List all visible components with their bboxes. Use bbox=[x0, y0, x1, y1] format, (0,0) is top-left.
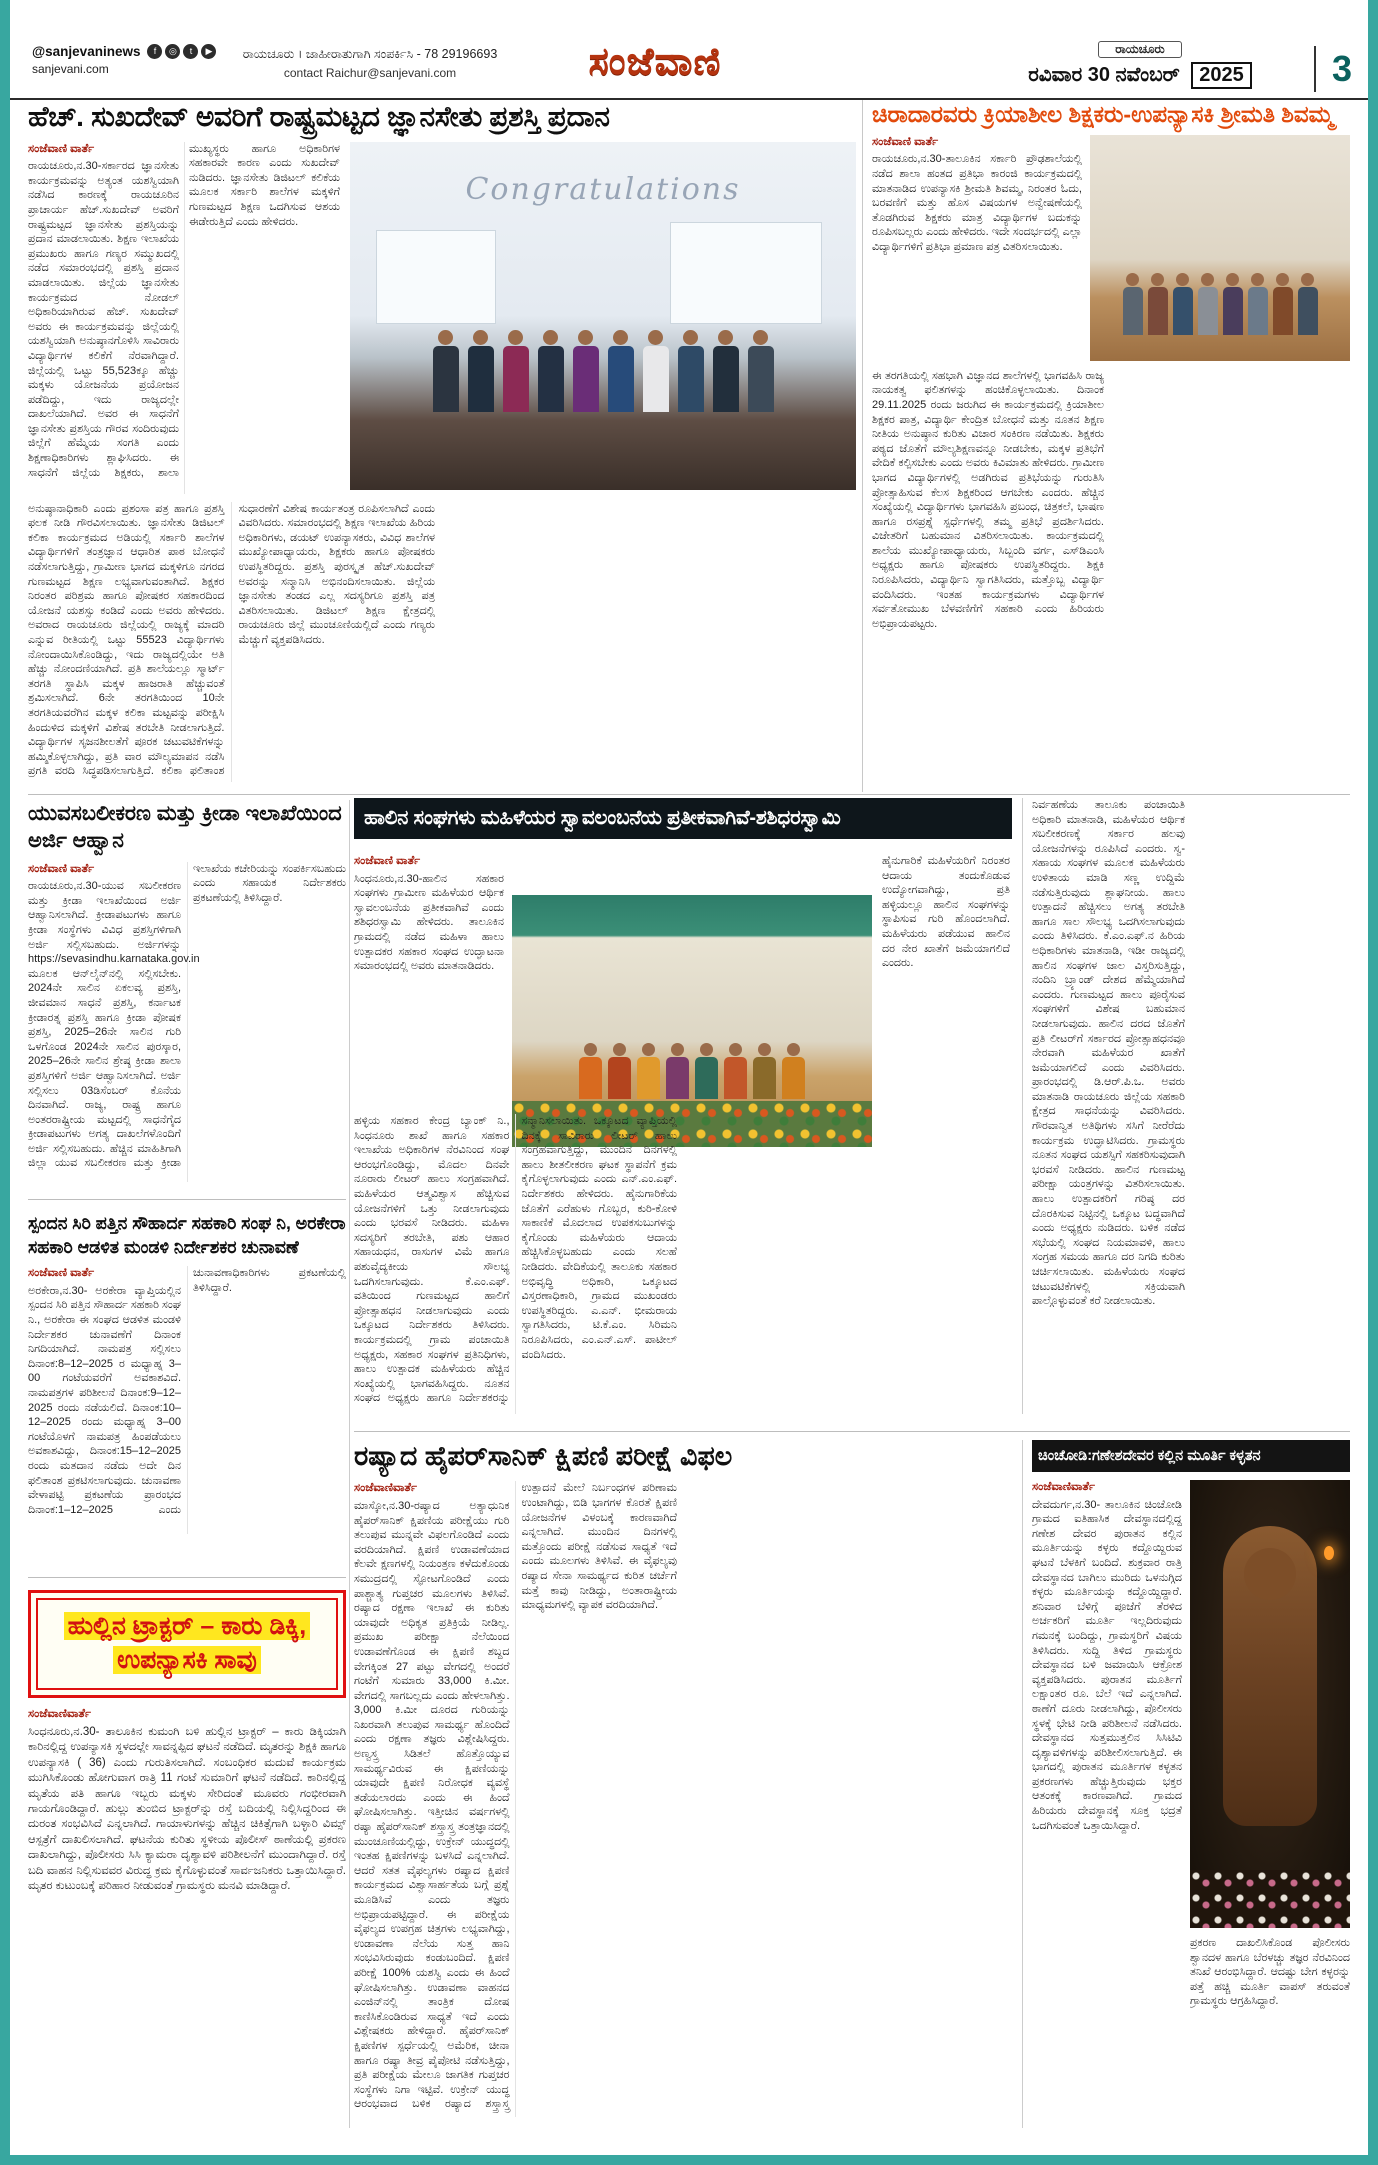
photo-people-row bbox=[350, 330, 856, 412]
newspaper-title: ಸಂಜೆವಾಣಿ bbox=[588, 41, 722, 83]
instagram-icon: ◎ bbox=[165, 44, 180, 59]
person-figure bbox=[1273, 273, 1293, 335]
person-figure bbox=[1248, 273, 1268, 335]
advert-contact-line: ರಾಯಚೂರು । ಜಾಹೀರಾತುಗಾಗಿ ಸಂಪರ್ಕಿಸಿ - 78 29196693 bbox=[242, 47, 498, 61]
contact-block bbox=[190, 47, 550, 80]
photo-people-row bbox=[1090, 273, 1350, 335]
contact-email: contact Raichur@sanjevani.com bbox=[283, 66, 457, 80]
page-number: 3 bbox=[1314, 46, 1352, 92]
headline-missile: ರಷ್ಯಾದ ಹೈಪರ್‌ಸಾನಿಕ್ ಕ್ಷಿಪಣಿ ಪರೀಕ್ಷೆ ವಿಫಲ bbox=[354, 1441, 733, 1471]
byline: ಸಂಜೆವಾಣಿವಾರ್ತೆ bbox=[1032, 1481, 1095, 1493]
article-teacher-intro bbox=[872, 135, 1082, 361]
website-text: sanjevani.com bbox=[32, 62, 109, 76]
person-figure bbox=[538, 330, 564, 412]
person-figure bbox=[608, 330, 634, 412]
page-frame-left bbox=[0, 0, 10, 2165]
headline-milk: ಹಾಲಿನ ಸಂಘಗಳು ಮಹಿಳೆಯರ ಸ್ವಾವಲಂಬನೆಯ ಪ್ರತೀಕವಾಗಿವೆ-ಶಶಿಧರಸ್ವಾಮಿ bbox=[354, 798, 1012, 839]
article-milk-lead-text: ಸಿಂಧನೂರು,ನ.30-ಹಾಲಿನ ಸಹಕಾರ ಸಂಘಗಳು ಗ್ರಾಮೀಣ ಮಹಿಳೆಯರ ಆರ್ಥಿಕ ಸ್ವಾವಲಂಬನೆಯ ಪ್ರತೀಕವಾಗಿವೆ ಎಂದು ಶಶಿಧರಸ್ವಾಮಿ ಹೇಳಿದರು. ತಾಲೂಕಿನ ಗ್ರಾಮದಲ್ಲಿ ನಡೆದ ಮಹಿಳಾ ಹಾಲು ಉತ್ಪಾದಕರ ಸಹಕಾರ ಸಂಘದ ಉದ್ಘಾಟನಾ ಸಮಾರಂಭದಲ್ಲಿ ಅವರು ಮಾತನಾಡಿದರು. bbox=[354, 872, 504, 973]
article-milk-societies bbox=[354, 798, 1350, 1432]
person-figure bbox=[1223, 273, 1243, 335]
person-figure bbox=[637, 1043, 660, 1099]
article-milk-side: ಹೈನುಗಾರಿಕೆ ಮಹಿಳೆಯರಿಗೆ ನಿರಂತರ ಆದಾಯ ತಂದುಕೊಡುವ ಉದ್ಯೋಗವಾಗಿದ್ದು, ಪ್ರತಿ ಹಳ್ಳಿಯಲ್ಲೂ ಹಾಲಿನ ಸಂಘಗಳನ್ನು ಸ್ಥಾಪಿಸುವ ಗುರಿ ಹೊಂದಲಾಗಿದೆ. ಮಹಿಳೆಯರು ಪಡೆಯುವ ಹಾಲಿನ ದರ ನೇರ ಖಾತೆಗೆ ಜಮೆಯಾಗಲಿದೆ ಎಂದರು. bbox=[882, 855, 1010, 970]
person-figure bbox=[713, 330, 739, 412]
article-idol-tail: ಪ್ರಕರಣ ದಾಖಲಿಸಿಕೊಂಡ ಪೊಲೀಸರು ಶ್ವಾನದಳ ಹಾಗೂ ಬೆರಳಚ್ಚು ತಜ್ಞರ ನೆರವಿನಿಂದ ತನಿಖೆ ಆರಂಭಿಸಿದ್ದಾರೆ. ಆದಷ್ಟು ಬೇಗ ಕಳ್ಳರನ್ನು ಪತ್ತೆ ಹಚ್ಚಿ ಮೂರ್ತಿ ವಾಪಸ್ ತರುವಂತೆ ಗ್ರಾಮಸ್ಥರು ಆಗ್ರಹಿಸಿದ್ದಾರೆ. bbox=[1190, 1937, 1350, 2008]
person-figure bbox=[608, 1043, 631, 1099]
article-award-intro bbox=[28, 142, 340, 494]
page-frame-right bbox=[1368, 0, 1378, 2165]
facebook-icon: f bbox=[147, 44, 162, 59]
person-figure bbox=[678, 330, 704, 412]
award-ceremony-photo bbox=[350, 142, 856, 490]
youtube-icon: ▶ bbox=[201, 44, 216, 59]
column-divider bbox=[349, 800, 350, 2128]
article-award bbox=[28, 100, 863, 792]
article-sports-applications bbox=[28, 800, 346, 1200]
person-figure bbox=[695, 1043, 718, 1099]
person-figure bbox=[666, 1043, 689, 1099]
masthead-header bbox=[10, 40, 1368, 100]
congratulations-banner: Congratulations bbox=[465, 171, 741, 207]
article-accident-body bbox=[28, 1707, 346, 2097]
person-figure bbox=[1298, 273, 1318, 335]
stolen-idol-photo bbox=[1190, 1480, 1350, 1928]
social-handle: @sanjevaninews bbox=[32, 44, 141, 59]
article-idol-lead-text: ದೇವದುರ್ಗ,ನ.30- ತಾಲೂಕಿನ ಚಿಂಚೋಡಿ ಗ್ರಾಮದ ಐತಿಹಾಸಿಕ ದೇವಸ್ಥಾನದಲ್ಲಿದ್ದ ಗಣೇಶ ದೇವರ ಪುರಾತನ ಕಲ್ಲಿನ ಮೂರ್ತಿಯನ್ನು ಕಳ್ಳರು ಕದ್ದೊಯ್ದಿರುವ ಘಟನೆ ಬೆಳಕಿಗೆ ಬಂದಿದೆ. ಶುಕ್ರವಾರ ರಾತ್ರಿ ದೇವಸ್ಥಾನದ ಬಾಗಿಲು ಮುರಿದು ಒಳನುಗ್ಗಿದ ಕಳ್ಳರು ಮೂರ್ತಿಯನ್ನು ಕದ್ದೊಯ್ದಿದ್ದಾರೆ. ಶನಿವಾರ ಬೆಳಿಗ್ಗೆ ಪೂಜೆಗೆ ತೆರಳಿದ ಅರ್ಚಕರಿಗೆ ಮೂರ್ತಿ ಇಲ್ಲದಿರುವುದು ಗಮನಕ್ಕೆ ಬಂದಿದ್ದು, ಗ್ರಾಮಸ್ಥರಿಗೆ ವಿಷಯ ತಿಳಿಸಿದರು. ಸುದ್ದಿ ತಿಳಿದ ಗ್ರಾಮಸ್ಥರು ದೇವಸ್ಥಾನದ ಬಳಿ ಜಮಾಯಿಸಿ ಆಕ್ರೋಶ ವ್ಯಕ್ತಪಡಿಸಿದರು. ಪುರಾತನ ಮೂರ್ತಿಗೆ ಲಕ್ಷಾಂತರ ರೂ. ಬೆಲೆ ಇದೆ ಎನ್ನಲಾಗಿದೆ. ಠಾಣೆಗೆ ದೂರು ನೀಡಲಾಗಿದ್ದು, ಪೊಲೀಸರು ಸ್ಥಳಕ್ಕೆ ಭೇಟಿ ನೀಡಿ ಪರಿಶೀಲನೆ ನಡೆಸಿದರು. ದೇವಸ್ಥಾನದ ಸುತ್ತಮುತ್ತಲಿನ ಸಿಸಿಟಿವಿ ದೃಶ್ಯಾವಳಿಗಳನ್ನು ಪರಿಶೀಲಿಸಲಾಗುತ್ತಿದೆ. ಈ ಭಾಗದಲ್ಲಿ ಪುರಾತನ ಮೂರ್ತಿಗಳ ಕಳ್ಳತನ ಪ್ರಕರಣಗಳು ಹೆಚ್ಚುತ್ತಿರುವುದು ಭಕ್ತರ ಆತಂಕಕ್ಕೆ ಕಾರಣವಾಗಿದೆ. ಗ್ರಾಮದ ಹಿರಿಯರು ದೇವಸ್ಥಾನಕ್ಕೆ ಸೂಕ್ತ ಭದ್ರತೆ ಒದಗಿಸುವಂತೆ ಒತ್ತಾಯಿಸಿದ್ದಾರೆ. bbox=[1032, 1498, 1182, 1832]
person-figure bbox=[503, 330, 529, 412]
article-milk-lead bbox=[354, 854, 504, 1106]
ganesh-idol-shape bbox=[1223, 1526, 1317, 1826]
accident-headline-box-inner bbox=[36, 1598, 338, 1690]
stage-screen-left bbox=[376, 230, 496, 324]
social-block bbox=[32, 44, 216, 76]
byline: ಸಂಜೆವಾಣಿ ವಾರ್ತೆ bbox=[28, 1267, 95, 1280]
article-accident bbox=[28, 1590, 346, 2128]
person-figure bbox=[748, 330, 774, 412]
byline: ಸಂಜೆವಾಣಿ ವಾರ್ತೆ bbox=[28, 862, 95, 875]
article-missile-text: ಮಾಸ್ಕೋ,ನ.30-ರಷ್ಯಾದ ಅತ್ಯಾಧುನಿಕ ಹೈಪರ್‌ಸಾನಿಕ್ ಕ್ಷಿಪಣಿಯ ಪರೀಕ್ಷೆಯು ಗುರಿ ತಲುಪುವ ಮುನ್ನವೇ ವಿಫಲಗೊಂಡಿದೆ ಎಂದು ವರದಿಯಾಗಿದೆ. ಕ್ಷಿಪಣಿ ಉಡಾವಣೆಯಾದ ಕೆಲವೇ ಕ್ಷಣಗಳಲ್ಲಿ ನಿಯಂತ್ರಣ ಕಳೆದುಕೊಂಡು ಸಮುದ್ರದಲ್ಲಿ ಸ್ಫೋಟಗೊಂಡಿದೆ ಎಂದು ಪಾಶ್ಚಾತ್ಯ ಗುಪ್ತಚರ ಮೂಲಗಳು ತಿಳಿಸಿವೆ. ರಷ್ಯಾದ ರಕ್ಷಣಾ ಇಲಾಖೆ ಈ ಕುರಿತು ಯಾವುದೇ ಅಧಿಕೃತ ಪ್ರತಿಕ್ರಿಯೆ ನೀಡಿಲ್ಲ. ಪ್ರಮುಖ ಪರೀಕ್ಷಾ ನೆಲೆಯಿಂದ ಉಡಾವಣೆಗೊಂಡ ಈ ಕ್ಷಿಪಣಿ ಶಬ್ದದ ವೇಗಕ್ಕಿಂತ 27 ಪಟ್ಟು ವೇಗದಲ್ಲಿ ಅಂದರೆ ಗಂಟೆಗೆ ಸುಮಾರು 33,000 ಕಿ.ಮೀ. ವೇಗದಲ್ಲಿ ಸಾಗಬಲ್ಲದು ಎಂದು ಹೇಳಲಾಗಿತ್ತು. 3,000 ಕಿ.ಮೀ ದೂರದ ಗುರಿಯನ್ನು ನಿಖರವಾಗಿ ತಲುಪುವ ಸಾಮರ್ಥ್ಯ ಹೊಂದಿದೆ ಎಂದು ರಕ್ಷಣಾ ತಜ್ಞರು ವಿಶ್ಲೇಷಿಸಿದ್ದರು. ಅಣ್ವಸ್ತ್ರ ಸಿಡಿತಲೆ ಹೊತ್ತೊಯ್ಯುವ ಸಾಮರ್ಥ್ಯವಿರುವ ಈ ಕ್ಷಿಪಣಿಯನ್ನು ಯಾವುದೇ ಕ್ಷಿಪಣಿ ನಿರೋಧಕ ವ್ಯವಸ್ಥೆ ತಡೆಯಲಾರದು ಎಂದು ಈ ಹಿಂದೆ ಘೋಷಿಸಲಾಗಿತ್ತು. ಇತ್ತೀಚಿನ ವರ್ಷಗಳಲ್ಲಿ ರಷ್ಯಾ ಹೈಪರ್‌ಸಾನಿಕ್ ಶಸ್ತ್ರಾಸ್ತ್ರ ತಂತ್ರಜ್ಞಾನದಲ್ಲಿ ಮುಂಚೂಣಿಯಲ್ಲಿದ್ದು, ಉಕ್ರೇನ್ ಯುದ್ಧದಲ್ಲಿ ಇಂತಹ ಕ್ಷಿಪಣಿಗಳನ್ನು ಬಳಸಿದೆ ಎನ್ನಲಾಗಿದೆ. ಆದರೆ ಸತತ ವೈಫಲ್ಯಗಳು ರಷ್ಯಾದ ಕ್ಷಿಪಣಿ ಕಾರ್ಯಕ್ರಮದ ವಿಶ್ವಾಸಾರ್ಹತೆಯ ಬಗ್ಗೆ ಪ್ರಶ್ನೆ ಮೂಡಿಸಿವೆ ಎಂದು ತಜ್ಞರು ಅಭಿಪ್ರಾಯಪಟ್ಟಿದ್ದಾರೆ. ಈ ಪರೀಕ್ಷೆಯ ವೈಫಲ್ಯದ ಉಪಗ್ರಹ ಚಿತ್ರಗಳು ಲಭ್ಯವಾಗಿದ್ದು, ಉಡಾವಣಾ ನೆಲೆಯ ಸುತ್ತ ಹಾನಿ ಸಂಭವಿಸಿರುವುದು ಕಂಡುಬಂದಿದೆ. ಕ್ಷಿಪಣಿ ಪರೀಕ್ಷೆ 100% ಯಶಸ್ವಿ ಎಂದು ಈ ಹಿಂದೆ ಘೋಷಿಸಲಾಗಿತ್ತು. ಉಡಾವಣಾ ವಾಹನದ ಎಂಜಿನ್‌ನಲ್ಲಿ ತಾಂತ್ರಿಕ ದೋಷ ಕಾಣಿಸಿಕೊಂಡಿರುವ ಸಾಧ್ಯತೆ ಇದೆ ಎಂದು ವಿಶ್ಲೇಷಕರು ಹೇಳಿದ್ದಾರೆ. ಹೈಪರ್‌ಸಾನಿಕ್ ಕ್ಷಿಪಣಿಗಳ ಸ್ಪರ್ಧೆಯಲ್ಲಿ ಅಮೆರಿಕ, ಚೀನಾ ಹಾಗೂ ರಷ್ಯಾ ತೀವ್ರ ಪೈಪೋಟಿ ನಡೆಸುತ್ತಿದ್ದು, ಪ್ರತಿ ಪರೀಕ್ಷೆಯ ಮೇಲೂ ಜಾಗತಿಕ ಗುಪ್ತಚರ ಸಂಸ್ಥೆಗಳು ನಿಗಾ ಇಟ್ಟಿವೆ. ಉಕ್ರೇನ್ ಯುದ್ಧ ಆರಂಭವಾದ ಬಳಿಕ ರಷ್ಯಾದ ಶಸ್ತ್ರಾಸ್ತ್ರ ಉತ್ಪಾದನೆ ಮೇಲೆ ನಿರ್ಬಂಧಗಳ ಪರಿಣಾಮ ಉಂಟಾಗಿದ್ದು, ಬಿಡಿ ಭಾಗಗಳ ಕೊರತೆ ಕ್ಷಿಪಣಿ ಯೋಜನೆಗಳ ವಿಳಂಬಕ್ಕೆ ಕಾರಣವಾಗಿದೆ ಎನ್ನಲಾಗಿದೆ. ಮುಂದಿನ ದಿನಗಳಲ್ಲಿ ಮತ್ತೊಂದು ಪರೀಕ್ಷೆ ನಡೆಸುವ ಸಾಧ್ಯತೆ ಇದೆ ಎಂದು ಮೂಲಗಳು ತಿಳಿಸಿವೆ. ಈ ವೈಫಲ್ಯವು ರಷ್ಯಾದ ಸೇನಾ ಸಾಮರ್ಥ್ಯದ ಕುರಿತ ಚರ್ಚೆಗೆ ಮತ್ತೆ ಕಾವು ನೀಡಿದ್ದು, ಅಂತಾರಾಷ್ಟ್ರೀಯ ಮಾಧ್ಯಮಗಳಲ್ಲಿ ವ್ಯಾಪಕ ವರದಿಯಾಗಿದೆ. bbox=[354, 1482, 677, 2111]
article-sports-text: ರಾಯಚೂರು,ನ.30-ಯುವ ಸಬಲೀಕರಣ ಮತ್ತು ಕ್ರೀಡಾ ಇಲಾಖೆಯಿಂದ ಅರ್ಜಿ ಆಹ್ವಾನಿಸಲಾಗಿದೆ. ಕ್ರೀಡಾಪಟುಗಳು ಹಾಗೂ ಕ್ರೀಡಾ ಸಂಸ್ಥೆಗಳು ವಿವಿಧ ಪ್ರಶಸ್ತಿಗಳಿಗಾಗಿ ಅರ್ಜಿ ಸಲ್ಲಿಸಬಹುದು. ಅರ್ಜಿಗಳನ್ನು https://sevasindhu.karnataka.gov.in ಮೂಲಕ ಆನ್‌ಲೈನ್‌ನಲ್ಲಿ ಸಲ್ಲಿಸಬೇಕು. 2024ನೇ ಸಾಲಿನ ಏಕಲವ್ಯ ಪ್ರಶಸ್ತಿ, ಜೀವಮಾನ ಸಾಧನೆ ಪ್ರಶಸ್ತಿ, ಕರ್ನಾಟಕ ಕ್ರೀಡಾರತ್ನ ಪ್ರಶಸ್ತಿ ಹಾಗೂ ಕ್ರೀಡಾ ಪೋಷಕ ಪ್ರಶಸ್ತಿ, 2025–26ನೇ ಸಾಲಿನ ಗುರಿ ಒಳಗೊಂಡ 2024ನೇ ಸಾಲಿನ ಪುರಸ್ಕಾರ, 2025–26ನೇ ಸಾಲಿನ ಶ್ರೇಷ್ಠ ಕ್ರೀಡಾ ಶಾಲಾ ಪ್ರಶಸ್ತಿಗಳಿಗೆ ಅರ್ಜಿ ಆಹ್ವಾನಿಸಲಾಗಿದೆ. ಅರ್ಜಿ ಸಲ್ಲಿಸಲು 03ಡಿಸೆಂಬರ್ ಕೊನೆಯ ದಿನವಾಗಿದೆ. ರಾಜ್ಯ, ರಾಷ್ಟ್ರ ಹಾಗೂ ಅಂತರರಾಷ್ಟ್ರೀಯ ಮಟ್ಟದಲ್ಲಿ ಸಾಧನೆಗೈದ ಕ್ರೀಡಾಪಟುಗಳು ಅಗತ್ಯ ದಾಖಲೆಗಳೊಂದಿಗೆ ಅರ್ಜಿ ಸಲ್ಲಿಸಬಹುದು. ಹೆಚ್ಚಿನ ಮಾಹಿತಿಗಾಗಿ ಜಿಲ್ಲಾ ಯುವ ಸಬಲೀಕರಣ ಮತ್ತು ಕ್ರೀಡಾ ಇಲಾಖೆಯ ಕಚೇರಿಯನ್ನು ಸಂಪರ್ಕಿಸಬಹುದು ಎಂದು ಸಹಾಯಕ ನಿರ್ದೇಶಕರು ಪ್ರಕಟಣೆಯಲ್ಲಿ ತಿಳಿಸಿದ್ದಾರೆ. bbox=[28, 862, 346, 1170]
article-missile bbox=[354, 1440, 1012, 2128]
article-award-continued: ಅನುಷ್ಠಾನಾಧಿಕಾರಿ ಎಂದು ಪ್ರಶಂಸಾ ಪತ್ರ ಹಾಗೂ ಪ್ರಶಸ್ತಿ ಫಲಕ ನೀಡಿ ಗೌರವಿಸಲಾಯಿತು. ಜ್ಞಾನಸೇತು ಡಿಜಿಟಲ್ ಕಲಿಕಾ ಕಾರ್ಯಕ್ರಮದ ಅಡಿಯಲ್ಲಿ ಸರ್ಕಾರಿ ಶಾಲೆಗಳ ವಿದ್ಯಾರ್ಥಿಗಳಿಗೆ ತಂತ್ರಜ್ಞಾನ ಆಧಾರಿತ ಪಾಠ ಬೋಧನೆ ನಡೆಸಲಾಗುತ್ತಿದ್ದು, ಗ್ರಾಮೀಣ ಭಾಗದ ಮಕ್ಕಳಿಗೂ ನಗರದ ಗುಣಮಟ್ಟದ ಶಿಕ್ಷಣ ಲಭ್ಯವಾಗುವಂತಾಗಿದೆ. ಶಿಕ್ಷಕರ ನಿರಂತರ ಪರಿಶ್ರಮ ಹಾಗೂ ಪೋಷಕರ ಸಹಕಾರದಿಂದ ಯೋಜನೆ ಯಶಸ್ಸು ಕಂಡಿದೆ ಎಂದು ಅವರು ಹೇಳಿದರು. ಅವರಾದ ರಾಯಚೂರು ಜಿಲ್ಲೆಯಲ್ಲಿ ರಾಜ್ಯಕ್ಕೆ ಮಾದರಿ ಎನ್ನುವ ರೀತಿಯಲ್ಲಿ ಒಟ್ಟು 55523 ವಿದ್ಯಾರ್ಥಿಗಳು ನೋಂದಾಯಿಸಿಕೊಂಡಿದ್ದು, ಇದು ರಾಜ್ಯದಲ್ಲಿಯೇ ಅತಿ ಹೆಚ್ಚು ನೋಂದಣಿಯಾಗಿದೆ. ಪ್ರತಿ ಶಾಲೆಯಲ್ಲೂ ಸ್ಮಾರ್ಟ್ ತರಗತಿ ಸ್ಥಾಪಿಸಿ ಮಕ್ಕಳ ಹಾಜರಾತಿ ಹೆಚ್ಚುವಂತೆ ಶ್ರಮಿಸಲಾಗಿದೆ. 6ನೇ ತರಗತಿಯಿಂದ 10ನೇ ತರಗತಿಯವರೆಗಿನ ಮಕ್ಕಳ ಕಲಿಕಾ ಮಟ್ಟವನ್ನು ಪರೀಕ್ಷಿಸಿ ಹಿಂದುಳಿದ ಮಕ್ಕಳಿಗೆ ವಿಶೇಷ ತರಬೇತಿ ನೀಡಲಾಗುತ್ತಿದೆ. ವಿದ್ಯಾರ್ಥಿಗಳ ಸೃಜನಶೀಲತೆಗೆ ಪೂರಕ ಚಟುವಟಿಕೆಗಳನ್ನು ಹಮ್ಮಿಕೊಳ್ಳಲಾಗಿದ್ದು, ಪ್ರತಿ ವಾರ ಮೌಲ್ಯಮಾಪನ ನಡೆಸಿ ಪ್ರಗತಿ ವರದಿ ಸಿದ್ಧಪಡಿಸಲಾಗುತ್ತಿದೆ. ಕಲಿಕಾ ಫಲಿತಾಂಶ ಸುಧಾರಣೆಗೆ ವಿಶೇಷ ಕಾರ್ಯತಂತ್ರ ರೂಪಿಸಲಾಗಿದೆ ಎಂದು ವಿವರಿಸಿದರು. ಸಮಾರಂಭದಲ್ಲಿ ಶಿಕ್ಷಣ ಇಲಾಖೆಯ ಹಿರಿಯ ಅಧಿಕಾರಿಗಳು, ಡಯಟ್ ಉಪನ್ಯಾಸಕರು, ವಿವಿಧ ಶಾಲೆಗಳ ಮುಖ್ಯೋಪಾಧ್ಯಾಯರು, ಶಿಕ್ಷಕರು ಹಾಗೂ ಪೋಷಕರು ಉಪಸ್ಥಿತರಿದ್ದರು. ಪ್ರಶಸ್ತಿ ಪುರಸ್ಕೃತ ಹೆಚ್.ಸುಖದೇವ್ ಅವರನ್ನು ಸನ್ಮಾನಿಸಿ ಅಭಿನಂದಿಸಲಾಯಿತು. ಜಿಲ್ಲೆಯ ಜ್ಞಾನಸೇತು ತಂಡದ ಎಲ್ಲ ಸದಸ್ಯರಿಗೂ ಪ್ರಶಸ್ತಿ ಪತ್ರ ವಿತರಿಸಲಾಯಿತು. ಡಿಜಿಟಲ್ ಶಿಕ್ಷಣ ಕ್ಷೇತ್ರದಲ್ಲಿ ರಾಯಚೂರು ಜಿಲ್ಲೆ ಮುಂಚೂಣಿಯಲ್ಲಿದೆ ಎಂದು ಗಣ್ಯರು ಮೆಚ್ಚುಗೆ ವ್ಯಕ್ತಪಡಿಸಿದರು. bbox=[28, 502, 435, 778]
article-teacher-intro-text: ರಾಯಚೂರು,ನ.30-ತಾಲೂಕಿನ ಸರ್ಕಾರಿ ಪ್ರೌಢಶಾಲೆಯಲ್ಲಿ ನಡೆದ ಶಾಲಾ ಹಂತದ ಪ್ರತಿಭಾ ಕಾರಂಜಿ ಕಾರ್ಯಕ್ರಮದಲ್ಲಿ ಮಾತನಾಡಿದ ಉಪನ್ಯಾಸಕಿ ಶ್ರೀಮತಿ ಶಿವಮ್ಮ, ನಿರಂತರ ಓದು, ಬರವಣಿಗೆ ಮತ್ತು ಹೊಸ ವಿಷಯಗಳ ಅನ್ವೇಷಣೆಯಲ್ಲಿ ತೊಡಗಿರುವ ಶಿಕ್ಷಕರು ಮಾತ್ರ ವಿದ್ಯಾರ್ಥಿಗಳ ಬದುಕನ್ನು ರೂಪಿಸಬಲ್ಲರು ಎಂದು ಹೇಳಿದರು. ಇದೇ ಸಂದರ್ಭದಲ್ಲಿ ಎಲ್ಲಾ ವಿದ್ಯಾರ್ಥಿಗಳಿಗೆ ಪ್ರತಿಭಾ ಪ್ರಮಾಣ ಪತ್ರ ವಿತರಿಸಲಾಯಿತು. bbox=[872, 153, 1082, 253]
person-figure bbox=[573, 330, 599, 412]
article-election-text: ಅರಕೇರಾ,ನ.30- ಅರಕೇರಾ ವ್ಯಾಪ್ತಿಯಲ್ಲಿನ ಸ್ಪಂದನ ಸಿರಿ ಪತ್ತಿನ ಸೌಹಾರ್ದ ಸಹಕಾರಿ ಸಂಘ ನಿ., ಅರಕೇರಾ ಈ ಸಂಘದ ಆಡಳಿತ ಮಂಡಳಿ ನಿರ್ದೇಶಕರ ಚುನಾವಣೆಗೆ ದಿನಾಂಕ ನಿಗದಿಯಾಗಿದೆ. ನಾಮಪತ್ರ ಸಲ್ಲಿಸಲು ದಿನಾಂಕ:8–12–2025 ರ ಮಧ್ಯಾಹ್ನ 3–00 ಗಂಟೆಯವರೆಗೆ ಅವಕಾಶವಿದೆ. ನಾಮಪತ್ರಗಳ ಪರಿಶೀಲನೆ ದಿನಾಂಕ:9–12–2025 ರಂದು ನಡೆಯಲಿದೆ. ದಿನಾಂಕ:10–12–2025 ರಂದು ಮಧ್ಯಾಹ್ನ 3–00 ಗಂಟೆಯೊಳಗೆ ನಾಮಪತ್ರ ಹಿಂಪಡೆಯಲು ಅವಕಾಶವಿದ್ದು, ದಿನಾಂಕ:15–12–2025 ರಂದು ಮತದಾನ ನಡೆದು ಅದೇ ದಿನ ಫಲಿತಾಂಶ ಪ್ರಕಟಿಸಲಾಗುವುದು. ಚುನಾವಣಾ ವೇಳಾಪಟ್ಟಿ ಪ್ರಕಟಣೆಯ ಪ್ರಾರಂಭದ ದಿನಾಂಕ:1–12–2025 ಎಂದು ಚುನಾವಣಾಧಿಕಾರಿಗಳು ಪ್ರಕಟಣೆಯಲ್ಲಿ ತಿಳಿಸಿದ್ದಾರೆ. bbox=[28, 1267, 346, 1516]
byline: ಸಂಜೆವಾಣಿ ವಾರ್ತೆ bbox=[28, 142, 95, 155]
school-event-photo bbox=[1090, 135, 1350, 361]
flower-offerings bbox=[1190, 1870, 1350, 1928]
twitter-icon: t bbox=[183, 44, 198, 59]
person-figure bbox=[753, 1043, 776, 1099]
date-text: ರವಿವಾರ 30 ನವೆಂಬರ್ bbox=[1028, 64, 1180, 86]
headline-award: ಹೆಚ್. ಸುಖದೇವ್ ಅವರಿಗೆ ರಾಷ್ಟ್ರಮಟ್ಟದ ಜ್ಞಾನಸೇತು ಪ್ರಶಸ್ತಿ ಪ್ರದಾನ bbox=[28, 101, 610, 132]
person-figure bbox=[468, 330, 494, 412]
headline-election: ಸ್ಪಂದನ ಸಿರಿ ಪತ್ತಿನ ಸೌಹಾರ್ದ ಸಹಕಾರಿ ಸಂಘ ನಿ, ಅರಕೇರಾ ಸಹಕಾರಿ ಆಡಳಿತ ಮಂಡಳಿ ನಿರ್ದೇಶಕರ ಚುನಾವಣೆ bbox=[28, 1213, 346, 1257]
milk-society-event-photo bbox=[512, 895, 872, 1147]
idol-head-shape bbox=[1244, 1548, 1296, 1600]
date-line bbox=[990, 62, 1290, 89]
article-sports-body bbox=[28, 862, 346, 1182]
headline-accident: ಹುಲ್ಲಿನ ಟ್ರಾಕ್ಟರ್ – ಕಾರು ಡಿಕ್ಕಿ, ಉಪನ್ಯಾಸಕಿ ಸಾವು bbox=[64, 1612, 310, 1674]
article-milk-continued: ಹಳ್ಳಿಯ ಸಹಕಾರ ಕೇಂದ್ರ ಬ್ಯಾಂಕ್ ನಿ., ಸಿಂಧನೂರು ಶಾಖೆ ಹಾಗೂ ಸಹಕಾರ ಇಲಾಖೆಯ ಅಧಿಕಾರಿಗಳ ನೆರವಿನಿಂದ ಸಂಘ ಆರಂಭಗೊಂಡಿದ್ದು, ಮೊದಲ ದಿನವೇ ನೂರಾರು ಲೀಟರ್ ಹಾಲು ಸಂಗ್ರಹವಾಗಿದೆ. ಮಹಿಳೆಯರ ಆತ್ಮವಿಶ್ವಾಸ ಹೆಚ್ಚಿಸುವ ಯೋಜನೆಗಳಿಗೆ ಒತ್ತು ನೀಡಲಾಗುವುದು ಎಂದು ಭರವಸೆ ನೀಡಿದರು. ಮಹಿಳಾ ಸದಸ್ಯರಿಗೆ ತರಬೇತಿ, ಪಶು ಆಹಾರ ಸಹಾಯಧನ, ರಾಸುಗಳ ವಿಮೆ ಹಾಗೂ ಪಶುವೈದ್ಯಕೀಯ ಸೌಲಭ್ಯ ಒದಗಿಸಲಾಗುವುದು. ಕೆ.ಎಂ.ಎಫ್. ವತಿಯಿಂದ ಗುಣಮಟ್ಟದ ಹಾಲಿಗೆ ಪ್ರೋತ್ಸಾಹಧನ ನೀಡಲಾಗುವುದು ಎಂದು ಒಕ್ಕೂಟದ ನಿರ್ದೇಶಕರು ತಿಳಿಸಿದರು. ಕಾರ್ಯಕ್ರಮದಲ್ಲಿ ಗ್ರಾಮ ಪಂಚಾಯಿತಿ ಅಧ್ಯಕ್ಷರು, ಸಹಕಾರ ಸಂಘಗಳ ಪ್ರತಿನಿಧಿಗಳು, ಹಾಲು ಉತ್ಪಾದಕ ಮಹಿಳೆಯರು ಹೆಚ್ಚಿನ ಸಂಖ್ಯೆಯಲ್ಲಿ ಭಾಗವಹಿಸಿದ್ದರು. ನೂತನ ಸಂಘದ ಅಧ್ಯಕ್ಷರು ಹಾಗೂ ನಿರ್ದೇಶಕರನ್ನು ಸನ್ಮಾನಿಸಲಾಯಿತು. ಒಕ್ಕೂಟದ ವ್ಯಾಪ್ತಿಯಲ್ಲಿ ದಿನಕ್ಕೆ ಸಾವಿರಾರು ಲೀಟರ್ ಹಾಲು ಸಂಗ್ರಹವಾಗುತ್ತಿದ್ದು, ಮುಂದಿನ ದಿನಗಳಲ್ಲಿ ಹಾಲು ಶೀತಲೀಕರಣ ಘಟಕ ಸ್ಥಾಪನೆಗೆ ಕ್ರಮ ಕೈಗೊಳ್ಳಲಾಗುವುದು ಎಂದು ಎನ್.ಎಂ.ಎಫ್. ನಿರ್ದೇಶಕರು ಹೇಳಿದರು. ಹೈನುಗಾರಿಕೆಯ ಜೊತೆಗೆ ಎರೆಹುಳು ಗೊಬ್ಬರ, ಕುರಿ-ಕೋಳಿ ಸಾಕಾಣಿಕೆ ಮೊದಲಾದ ಉಪಕಸುಬುಗಳನ್ನು ಕೈಗೊಂಡು ಮಹಿಳೆಯರು ಆದಾಯ ಹೆಚ್ಚಿಸಿಕೊಳ್ಳಬಹುದು ಎಂದು ಸಲಹೆ ನೀಡಿದರು. ವೇದಿಕೆಯಲ್ಲಿ ತಾಲೂಕು ಸಹಕಾರ ಅಭಿವೃದ್ಧಿ ಅಧಿಕಾರಿ, ಒಕ್ಕೂಟದ ವಿಸ್ತರಣಾಧಿಕಾರಿ, ಗ್ರಾಮದ ಮುಖಂಡರು ಉಪಸ್ಥಿತರಿದ್ದರು. ಎ.ಎನ್. ಭೀಮರಾಯ ಸ್ವಾಗತಿಸಿದರು, ಟಿ.ಕೆ.ಎಂ. ಸಿರಿಮನಿ ನಿರೂಪಿಸಿದರು, ಎಂ.ಎನ್.ಎಸ್. ಪಾಟೀಲ್ ವಂದಿಸಿದರು. bbox=[354, 1115, 677, 1405]
accident-headline-box bbox=[28, 1590, 346, 1698]
edition-label: ರಾಯಚೂರು bbox=[1098, 41, 1181, 58]
article-teacher-continued: ಈ ತರಗತಿಯಲ್ಲಿ ಸಹಭಾಗಿ ವಿಜ್ಞಾನದ ಶಾಲೆಗಳಲ್ಲಿ ಭಾಗವಹಿಸಿ ರಾಜ್ಯ ನಾಯಕತ್ವ ಫಲಿತಗಳನ್ನು ಹಂಚಿಕೊಳ್ಳಲಾಯಿತು. ದಿನಾಂಕ 29.11.2025 ರಂದು ಜರುಗಿದ ಈ ಕಾರ್ಯಕ್ರಮದಲ್ಲಿ ಕ್ರಿಯಾಶೀಲ ಶಿಕ್ಷಕರ ಪಾತ್ರ, ವಿದ್ಯಾರ್ಥಿ ಕೇಂದ್ರಿತ ಬೋಧನೆ ಮತ್ತು ನೂತನ ಶಿಕ್ಷಣ ನೀತಿಯ ಅನುಷ್ಠಾನ ಕುರಿತು ವಿಚಾರ ಸಂಕಿರಣ ನಡೆಯಿತು. ಶಿಕ್ಷಕರು ಪಠ್ಯದ ಜೊತೆಗೆ ಮೌಲ್ಯಶಿಕ್ಷಣವನ್ನೂ ನೀಡಬೇಕು, ಮಕ್ಕಳ ಪ್ರತಿಭೆಗೆ ವೇದಿಕೆ ಕಲ್ಪಿಸಬೇಕು ಎಂದು ಅವರು ಕಿವಿಮಾತು ಹೇಳಿದರು. ಗ್ರಾಮೀಣ ಭಾಗದ ವಿದ್ಯಾರ್ಥಿಗಳಲ್ಲಿ ಅಡಗಿರುವ ಪ್ರತಿಭೆಯನ್ನು ಗುರುತಿಸಿ ಪ್ರೋತ್ಸಾಹಿಸುವ ಕೆಲಸ ಶಿಕ್ಷಕರಿಂದ ಆಗಬೇಕು ಎಂದರು. ಹೆಚ್ಚಿನ ಸಂಖ್ಯೆಯಲ್ಲಿ ವಿದ್ಯಾರ್ಥಿಗಳು ಭಾಗವಹಿಸಿ ಪ್ರಬಂಧ, ಚಿತ್ರಕಲೆ, ಭಾಷಣ ಹಾಗೂ ರಸಪ್ರಶ್ನೆ ಸ್ಪರ್ಧೆಗಳಲ್ಲಿ ತಮ್ಮ ಪ್ರತಿಭೆ ಪ್ರದರ್ಶಿಸಿದರು. ವಿಜೇತರಿಗೆ ಬಹುಮಾನ ವಿತರಿಸಲಾಯಿತು. ಕಾರ್ಯಕ್ರಮದಲ್ಲಿ ಶಾಲೆಯ ಮುಖ್ಯೋಪಾಧ್ಯಾಯರು, ಸಿಬ್ಬಂದಿ ವರ್ಗ, ಎಸ್‌ಡಿಎಂಸಿ ಅಧ್ಯಕ್ಷರು ಹಾಗೂ ಪೋಷಕರು ಉಪಸ್ಥಿತರಿದ್ದರು. ಶಿಕ್ಷಕಿ ನಿರೂಪಿಸಿದರು, ವಿದ್ಯಾರ್ಥಿನಿ ಸ್ವಾಗತಿಸಿದರು, ಮತ್ತೊಬ್ಬ ವಿದ್ಯಾರ್ಥಿ ವಂದಿಸಿದರು. ಇಂತಹ ಕಾರ್ಯಕ್ರಮಗಳು ವಿದ್ಯಾರ್ಥಿಗಳ ಸರ್ವತೋಮುಖ ಬೆಳವಣಿಗೆಗೆ ಸಹಕಾರಿ ಎಂದು ಹಿರಿಯರು ಅಭಿಪ್ರಾಯಪಟ್ಟರು. bbox=[872, 369, 1104, 630]
article-award-intro-text: ರಾಯಚೂರು,ನ.30-ಸರ್ಕಾರದ ಜ್ಞಾನಸೇತು ಕಾರ್ಯಕ್ರಮವನ್ನು ಅತ್ಯಂತ ಯಶಸ್ವಿಯಾಗಿ ನಡೆಸಿದ ಕಾರಣಕ್ಕೆ ರಾಯಚೂರಿನ ಪ್ರಾಚಾರ್ಯ ಹೆಚ್.ಸುಖದೇವ್ ಅವರಿಗೆ ರಾಷ್ಟ್ರಮಟ್ಟದ ಜ್ಞಾನಸೇತು ಪ್ರಶಸ್ತಿಯನ್ನು ಪ್ರದಾನ ಮಾಡಲಾಯಿತು. ಶಿಕ್ಷಣ ಇಲಾಖೆಯ ಪ್ರಮುಖರು ಹಾಗೂ ಗಣ್ಯರ ಸಮ್ಮುಖದಲ್ಲಿ ನಡೆದ ಸಮಾರಂಭದಲ್ಲಿ ಪ್ರಶಸ್ತಿ ಪ್ರದಾನ ಮಾಡಲಾಯಿತು. ಜಿಲ್ಲೆಯ ಜ್ಞಾನಸೇತು ಕಾರ್ಯಕ್ರಮದ ನೋಡಲ್ ಅಧಿಕಾರಿಯಾಗಿರುವ ಹೆಚ್. ಸುಖದೇವ್ ಅವರು ಈ ಕಾರ್ಯಕ್ರಮವನ್ನು ಜಿಲ್ಲೆಯಲ್ಲಿ ಯಶಸ್ವಿಯಾಗಿ ಅನುಷ್ಠಾನಗೊಳಿಸಿ ಸಾವಿರಾರು ವಿದ್ಯಾರ್ಥಿಗಳ ಕಲಿಕೆಗೆ ನೆರವಾಗಿದ್ದಾರೆ. ಜಿಲ್ಲೆಯಲ್ಲಿ ಒಟ್ಟು 55,523ಕ್ಕೂ ಹೆಚ್ಚು ಮಕ್ಕಳು ಯೋಜನೆಯ ಪ್ರಯೋಜನ ಪಡೆದಿದ್ದು, ಇದು ರಾಜ್ಯದಲ್ಲೇ ದಾಖಲೆಯಾಗಿದೆ. ಅವರ ಈ ಸಾಧನೆಗೆ ಜ್ಞಾನಸೇತು ಪ್ರಶಸ್ತಿಯ ಗೌರವ ಸಂದಿರುವುದು ಜಿಲ್ಲೆಗೆ ಹೆಮ್ಮೆಯ ಸಂಗತಿ ಎಂದು ಶಿಕ್ಷಣಾಧಿಕಾರಿಗಳು ಶ್ಲಾಘಿಸಿದರು. ಈ ಸಾಧನೆಗೆ ಜಿಲ್ಲೆಯ ಶಿಕ್ಷಕರು, ಶಾಲಾ ಮುಖ್ಯಸ್ಥರು ಹಾಗೂ ಅಧಿಕಾರಿಗಳ ಸಹಕಾರವೇ ಕಾರಣ ಎಂದು ಸುಖದೇವ್ ನುಡಿದರು. ಜ್ಞಾನಸೇತು ಡಿಜಿಟಲ್ ಕಲಿಕೆಯ ಮೂಲಕ ಸರ್ಕಾರಿ ಶಾಲೆಗಳ ಮಕ್ಕಳಿಗೆ ಗುಣಮಟ್ಟದ ಶಿಕ್ಷಣ ಒದಗಿಸುವ ಆಶಯ ಈಡೇರುತ್ತಿದೆ ಎಂದು ಹೇಳಿದರು. bbox=[28, 142, 340, 479]
article-accident-text: ಸಿಂಧನೂರು,ನ.30- ತಾಲೂಕಿನ ಕುಮಂಗಿ ಬಳಿ ಹುಲ್ಲಿನ ಟ್ರಾಕ್ಟರ್ – ಕಾರು ಡಿಕ್ಕಿಯಾಗಿ ಕಾರಿನಲ್ಲಿದ್ದ ಉಪನ್ಯಾಸಕಿ ಸ್ಥಳದಲ್ಲೇ ಸಾವನ್ನಪ್ಪಿದ ಘಟನೆ ನಡೆದಿದೆ. ಮೃತರನ್ನು ಶಿಕ್ಷಕಿ ಹಾಗೂ ಉಪನ್ಯಾಸಕಿ ( 36) ಎಂದು ಗುರುತಿಸಲಾಗಿದೆ. ಸಂಬಂಧಿಕರ ಮದುವೆ ಕಾರ್ಯಕ್ರಮ ಮುಗಿಸಿಕೊಂಡು ಹೋಗುವಾಗ ರಾತ್ರಿ 11 ಗಂಟೆ ಸುಮಾರಿಗೆ ಘಟನೆ ನಡೆದಿದೆ. ಕಾರಿನಲ್ಲಿದ್ದ ಮೃತೆಯ ಪತಿ ಹಾಗೂ ಇಬ್ಬರು ಮಕ್ಕಳು ಸೇರಿದಂತೆ ಮೂವರು ಗಂಭೀರವಾಗಿ ಗಾಯಗೊಂಡಿದ್ದಾರೆ. ಹುಲ್ಲು ತುಂಬಿದ ಟ್ರಾಕ್ಟರ್‌ನ್ನು ರಸ್ತೆ ಬದಿಯಲ್ಲಿ ನಿಲ್ಲಿಸಿದ್ದರಿಂದ ಈ ದುರಂತ ಸಂಭವಿಸಿದೆ ಎನ್ನಲಾಗಿದೆ. ಗಾಯಾಳುಗಳನ್ನು ಹೆಚ್ಚಿನ ಚಿಕಿತ್ಸೆಗಾಗಿ ಬಳ್ಳಾರಿ ವಿಮ್ಸ್ ಆಸ್ಪತ್ರೆಗೆ ದಾಖಲಿಸಲಾಗಿದೆ. ಘಟನೆಯ ಕುರಿತು ಸ್ಥಳೀಯ ಪೊಲೀಸ್ ಠಾಣೆಯಲ್ಲಿ ಪ್ರಕರಣ ದಾಖಲಾಗಿದ್ದು, ಪೊಲೀಸರು ಸಿಸಿ ಕ್ಯಾಮರಾ ದೃಶ್ಯಾವಳಿ ಪರಿಶೀಲನೆಗೆ ಮುಂದಾಗಿದ್ದಾರೆ. ರಸ್ತೆ ಬದಿ ವಾಹನ ನಿಲ್ಲಿಸುವವರ ವಿರುದ್ಧ ಕ್ರಮ ಕೈಗೊಳ್ಳುವಂತೆ ಸಾರ್ವಜನಿಕರು ಒತ್ತಾಯಿಸಿದ್ದಾರೆ. ಮೃತರ ಕುಟುಂಬಕ್ಕೆ ಪರಿಹಾರ ನೀಡುವಂತೆ ಗ್ರಾಮಸ್ಥರು ಮನವಿ ಮಾಡಿದ್ದಾರೆ. bbox=[28, 1725, 346, 1892]
byline: ಸಂಜೆವಾಣಿವಾರ್ತೆ bbox=[28, 1707, 91, 1720]
headline-sports: ಯುವಸಬಲೀಕರಣ ಮತ್ತು ಕ್ರೀಡಾ ಇಲಾಖೆಯಿಂದ ಅರ್ಜಿ ಆಹ್ವಾನ bbox=[28, 802, 342, 853]
article-idol-theft bbox=[1022, 1440, 1350, 2128]
person-figure bbox=[433, 330, 459, 412]
headline-teacher: ಚಿರಾದಾರವರು ಕ್ರಿಯಾಶೀಲ ಶಿಕ್ಷಕರು-ಉಪನ್ಯಾಸಕಿ ಶ್ರೀಮತಿ ಶಿವಮ್ಮ bbox=[872, 101, 1334, 127]
section-divider bbox=[28, 794, 1350, 795]
article-teacher bbox=[872, 100, 1350, 792]
article-missile-body bbox=[354, 1481, 1012, 2117]
photo-people-row bbox=[512, 1043, 872, 1099]
oil-lamp-glow bbox=[1324, 1546, 1334, 1560]
person-figure bbox=[1173, 273, 1193, 335]
person-figure bbox=[1148, 273, 1168, 335]
article-idol-lead bbox=[1032, 1480, 1182, 2116]
edition-date-block bbox=[990, 40, 1290, 89]
person-figure bbox=[724, 1043, 747, 1099]
year-badge: 2025 bbox=[1191, 62, 1252, 89]
page-frame-bottom bbox=[0, 2155, 1378, 2165]
article-election-body bbox=[28, 1266, 346, 1534]
person-figure bbox=[643, 330, 669, 412]
person-figure bbox=[1123, 273, 1143, 335]
article-milk-right-columns: ನಿರ್ವಹಣೆಯ ತಾಲೂಕು ಪಂಚಾಯಿತಿ ಅಧಿಕಾರಿ ಮಾತನಾಡಿ, ಮಹಿಳೆಯರ ಆರ್ಥಿಕ ಸಬಲೀಕರಣಕ್ಕೆ ಸರ್ಕಾರ ಹಲವು ಯೋಜನೆಗಳನ್ನು ರೂಪಿಸಿದೆ ಎಂದರು. ಸ್ವ-ಸಹಾಯ ಸಂಘಗಳ ಮೂಲಕ ಮಹಿಳೆಯರು ಉಳಿತಾಯ ಮಾಡಿ ಸಣ್ಣ ಉದ್ದಿಮೆ ನಡೆಸುತ್ತಿರುವುದು ಶ್ಲಾಘನೀಯ. ಹಾಲು ಉತ್ಪಾದನೆ ಹೆಚ್ಚಿಸಲು ಅಗತ್ಯ ತರಬೇತಿ ಹಾಗೂ ಸಾಲ ಸೌಲಭ್ಯ ಒದಗಿಸಲಾಗುವುದು ಎಂದು ತಿಳಿಸಿದರು. ಕೆ.ಎಂ.ಎಫ್.ನ ಹಿರಿಯ ಅಧಿಕಾರಿಗಳು ಮಾತನಾಡಿ, ಇಡೀ ರಾಜ್ಯದಲ್ಲಿ ಹಾಲಿನ ಸಂಘಗಳ ಜಾಲ ವಿಸ್ತರಿಸುತ್ತಿದ್ದು, ನಂದಿನಿ ಬ್ರ್ಯಾಂಡ್ ದೇಶದ ಹೆಮ್ಮೆಯಾಗಿದೆ ಎಂದರು. ಗುಣಮಟ್ಟದ ಹಾಲು ಪೂರೈಸುವ ಸಂಘಗಳಿಗೆ ವಿಶೇಷ ಬಹುಮಾನ ನೀಡಲಾಗುವುದು. ಹಾಲಿನ ದರದ ಜೊತೆಗೆ ಪ್ರತಿ ಲೀಟರ್‌ಗೆ ಸರ್ಕಾರದ ಪ್ರೋತ್ಸಾಹಧನವೂ ನೇರವಾಗಿ ಮಹಿಳೆಯರ ಖಾತೆಗೆ ಜಮೆಯಾಗಲಿದೆ ಎಂದು ವಿವರಿಸಿದರು. ಪ್ರಾರಂಭದಲ್ಲಿ ಡಿ.ಆರ್.ಪಿ.ಒ. ಅವರು ಮಾತನಾಡಿ ರಾಯಚೂರು ಜಿಲ್ಲೆಯ ಸಹಕಾರಿ ಕ್ಷೇತ್ರದ ಸಾಧನೆಯನ್ನು ವಿವರಿಸಿದರು. ಗೌರವಾನ್ವಿತ ಅತಿಥಿಗಳು ಸಸಿಗೆ ನೀರೆರೆದು ಕಾರ್ಯಕ್ರಮ ಉದ್ಘಾಟಿಸಿದರು. ಗ್ರಾಮಸ್ಥರು ನೂತನ ಸಂಘದ ಯಶಸ್ಸಿಗೆ ಸಹಕರಿಸುವುದಾಗಿ ಭರವಸೆ ನೀಡಿದರು. ಹಾಲಿನ ಗುಣಮಟ್ಟ ಪರೀಕ್ಷಾ ಯಂತ್ರಗಳನ್ನು ವಿತರಿಸಲಾಯಿತು. ಹಾಲು ಉತ್ಪಾದಕರಿಗೆ ಗರಿಷ್ಠ ದರ ದೊರಕಿಸುವ ನಿಟ್ಟಿನಲ್ಲಿ ಒಕ್ಕೂಟ ಬದ್ಧವಾಗಿದೆ ಎಂದು ಅಧ್ಯಕ್ಷರು ನುಡಿದರು. ಬಳಿಕ ನಡೆದ ಸಭೆಯಲ್ಲಿ ಸಂಘದ ನಿಯಮಾವಳಿ, ಹಾಲು ಸಂಗ್ರಹ ಸಮಯ ಹಾಗೂ ದರ ನಿಗದಿ ಕುರಿತು ಚರ್ಚಿಸಲಾಯಿತು. ಮಹಿಳೆಯರು ಸಂಘದ ಚಟುವಟಿಕೆಗಳಲ್ಲಿ ಸಕ್ರಿಯವಾಗಿ ಪಾಲ್ಗೊಳ್ಳುವಂತೆ ಕರೆ ನೀಡಲಾಯಿತು. bbox=[1022, 798, 1350, 1414]
byline: ಸಂಜೆವಾಣಿ ವಾರ್ತೆ bbox=[872, 135, 939, 148]
person-figure bbox=[782, 1043, 805, 1099]
person-figure bbox=[579, 1043, 602, 1099]
headline-idol-theft: ಚಿಂಚೋಡಿ:ಗಣೇಶದೇವರ ಕಲ್ಲಿನ ಮೂರ್ತಿ ಕಳ್ಳತನ bbox=[1032, 1440, 1350, 1472]
byline: ಸಂಜೆವಾಣಿ ವಾರ್ತೆ bbox=[354, 855, 421, 867]
byline: ಸಂಜೆವಾಣಿವಾರ್ತೆ bbox=[354, 1482, 417, 1495]
stage-screen-right bbox=[670, 222, 822, 324]
person-figure bbox=[1198, 273, 1218, 335]
article-cooperative-election bbox=[28, 1212, 346, 1578]
